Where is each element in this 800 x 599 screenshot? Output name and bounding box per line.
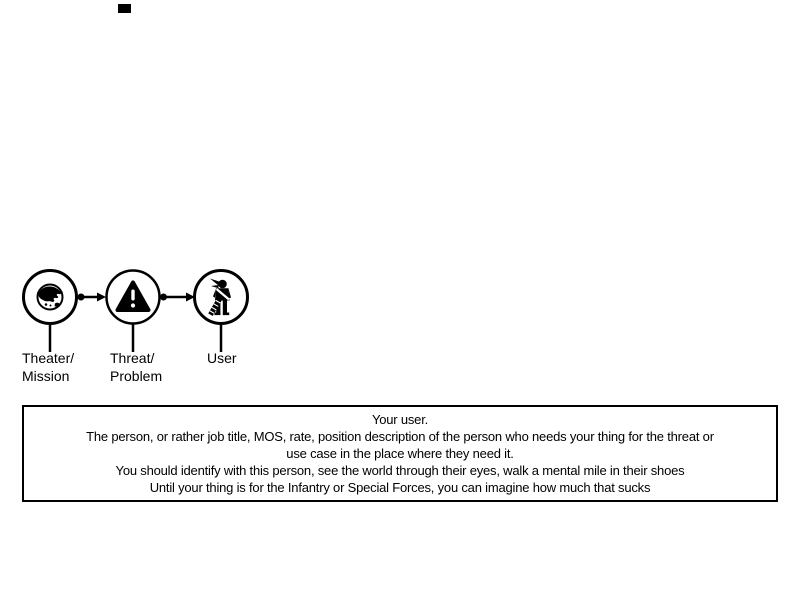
node-threat-problem xyxy=(107,271,160,353)
node-theater-mission xyxy=(24,271,77,353)
globe-icon xyxy=(38,285,63,310)
node-label-threat-problem xyxy=(110,349,162,385)
caption-line-2: The person, or rather job title, MOS, rate, position description of the person who needs your thing for the threat or xyxy=(86,429,714,444)
node-user xyxy=(195,271,248,353)
label-line: User xyxy=(207,350,237,366)
arrowhead-icon xyxy=(97,293,106,302)
label-line: Mission xyxy=(22,368,70,384)
connector-1 xyxy=(78,293,107,302)
caption-line-3: use case in the place where they need it. xyxy=(286,446,514,461)
connector-2 xyxy=(160,293,195,302)
label-line: Theater/ xyxy=(22,350,75,366)
label-line: Threat/ xyxy=(110,350,155,366)
caption-box xyxy=(22,405,778,502)
caption-line-1: Your user. xyxy=(371,412,429,427)
label-line: Problem xyxy=(110,368,163,384)
node-label-theater-mission xyxy=(22,349,74,385)
flow-diagram xyxy=(0,260,270,355)
caption-line-5: Until your thing is for the Infantry or Special Forces, you can imagine how much that sucks xyxy=(149,480,651,495)
node-label-user xyxy=(207,349,237,367)
caption-line-4: You should identify with this person, see the world through their eyes, walk a mental mile in their shoes xyxy=(115,463,685,478)
stray-mark xyxy=(118,4,131,13)
